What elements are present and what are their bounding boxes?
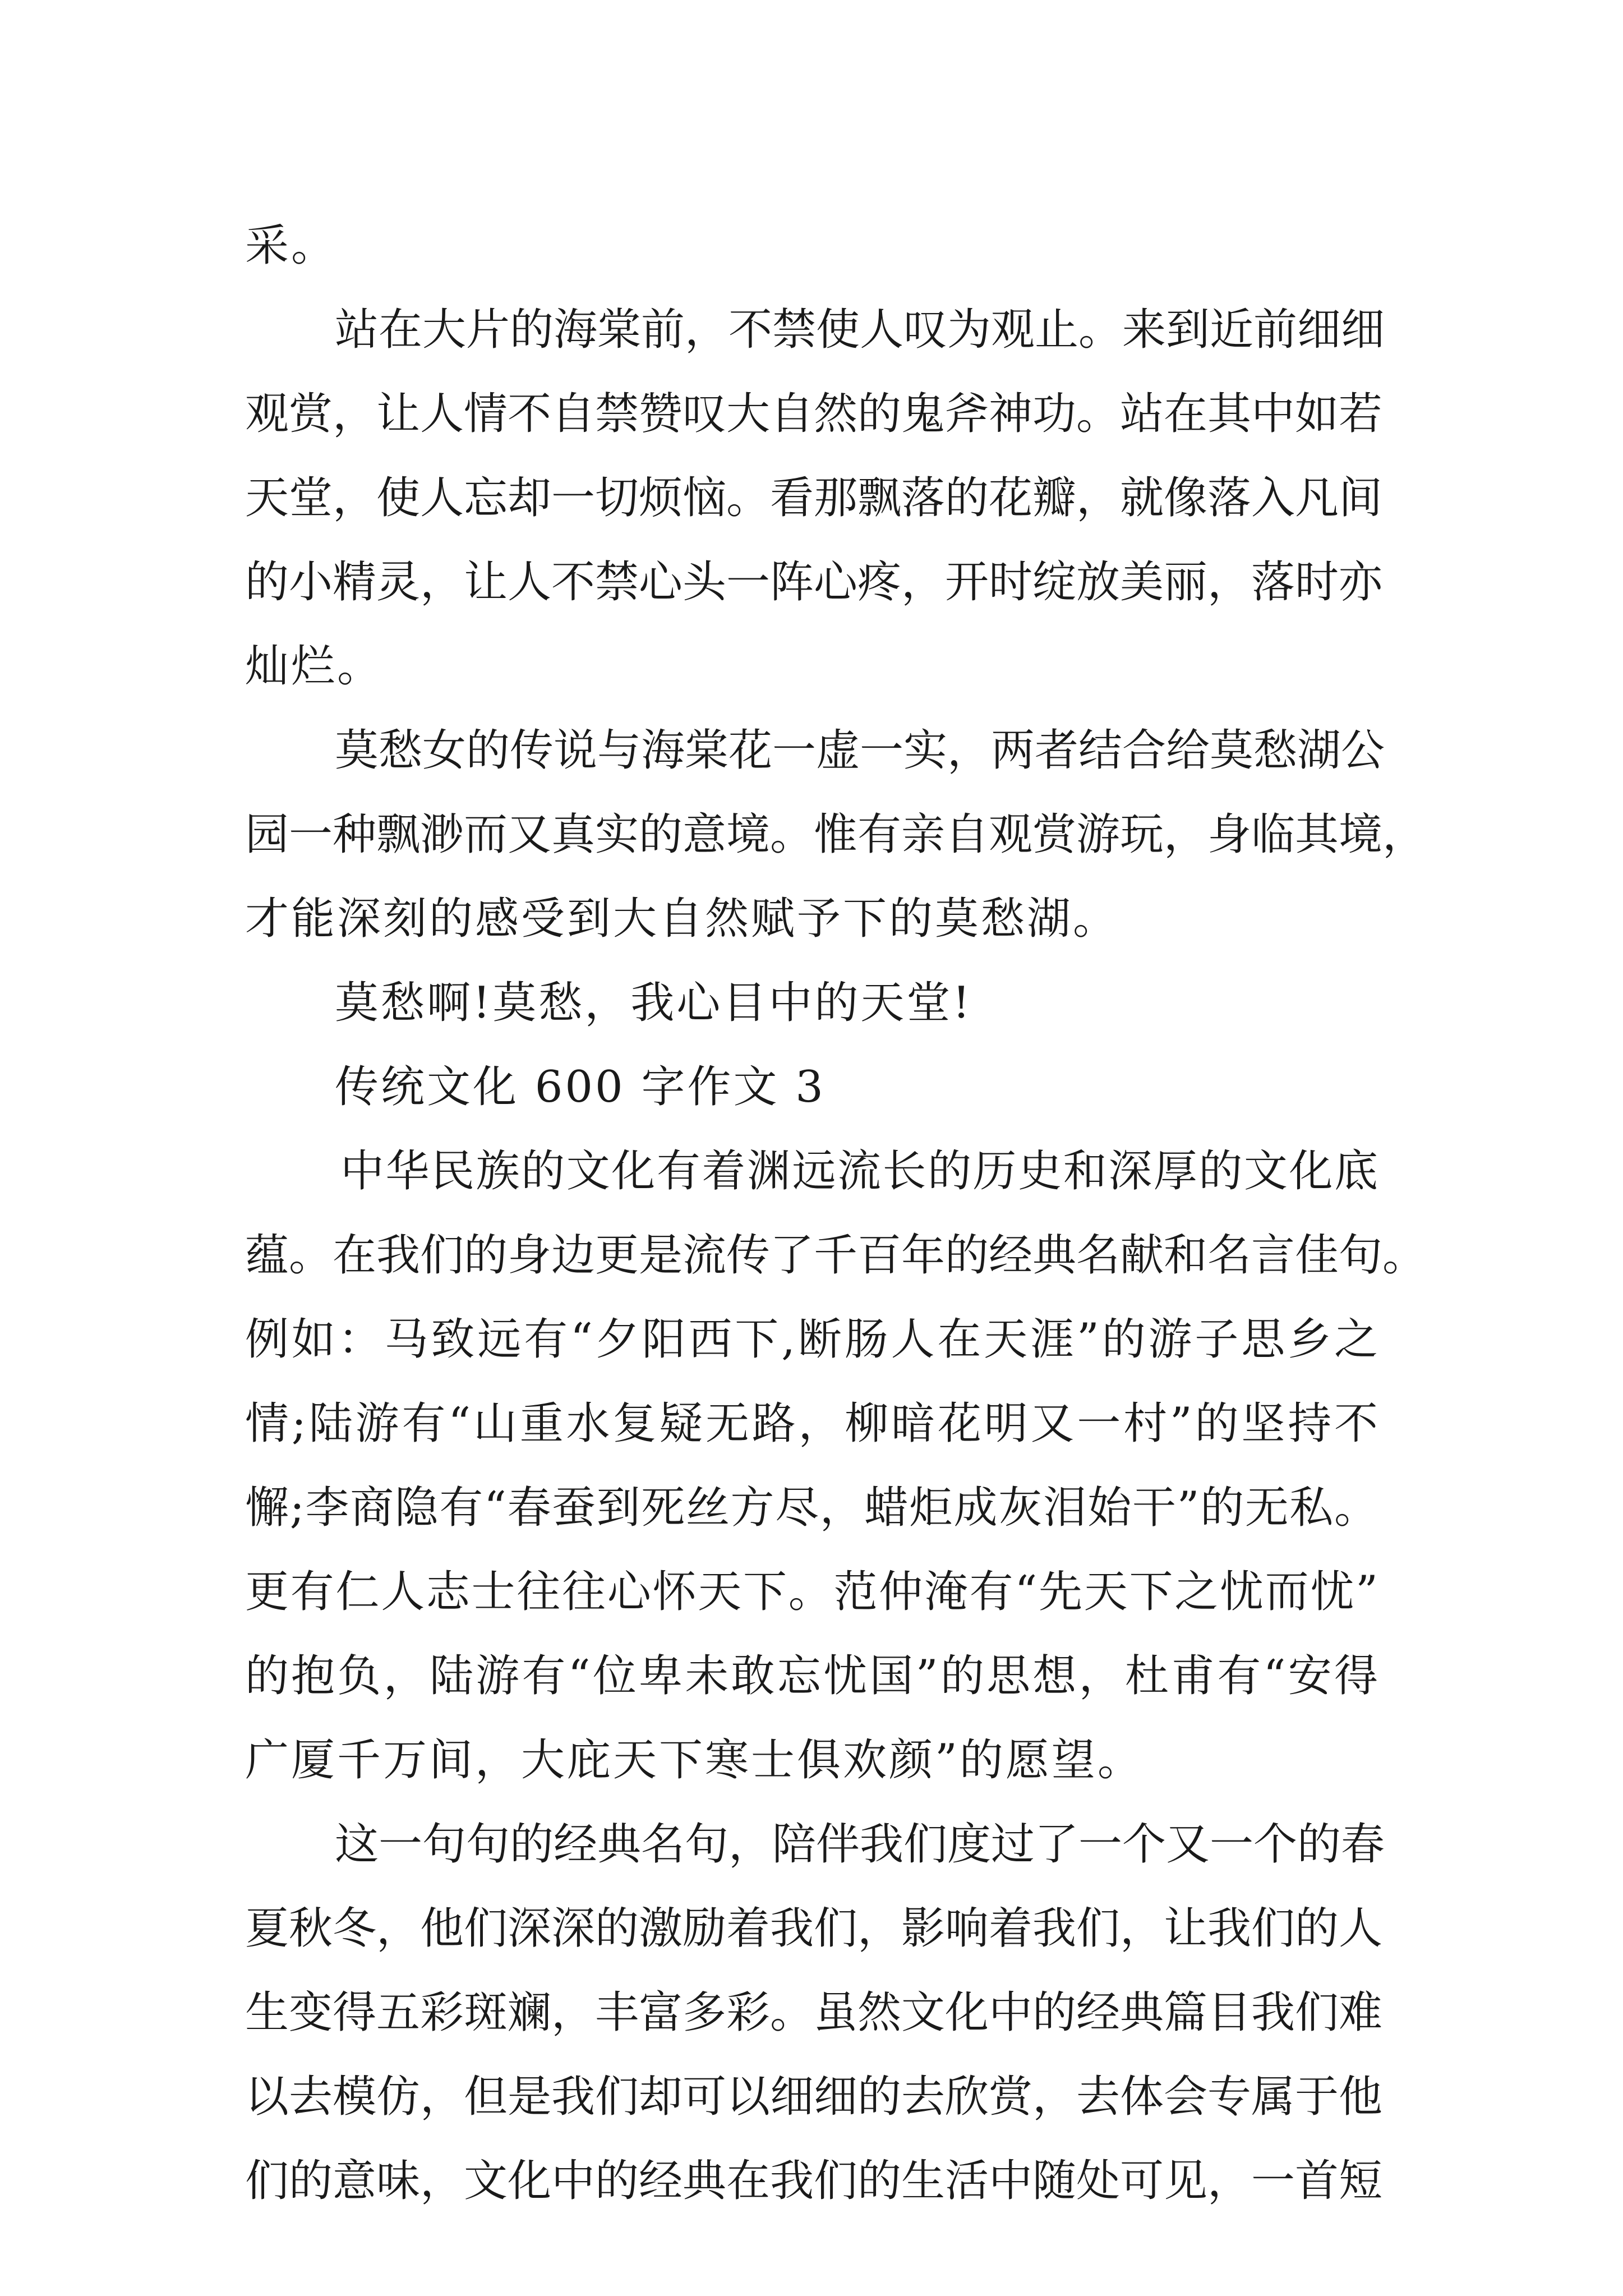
paragraph-start-line: 这一句句的经典名句，陪伴我们度过了一个又一个的春 (335, 1819, 1385, 1870)
text-line: 懈;李商隐有“春蚕到死丝方尽，蜡炬成灰泪始干”的无私。 (245, 1483, 1378, 1533)
paragraph-start-line: 中华民族的文化有着渊远流长的历史和深厚的文化底 (340, 1146, 1378, 1197)
text-line: 广厦千万间，大庇天下寒士俱欢颜”的愿望。 (245, 1735, 1144, 1786)
text-line: 情;陆游有“山重水复疑无路，柳暗花明又一村”的坚持不 (245, 1398, 1378, 1449)
paragraph-start-line: 站在大片的海棠前，不禁使人叹为观止。来到近前细细 (335, 305, 1385, 355)
paragraph-start-line: 莫愁啊!莫愁，我心目中的天堂! (335, 978, 972, 1028)
text-line: 采。 (245, 220, 338, 271)
text-line: 例如：马致远有“夕阳西下,断肠人在天涯”的游子思乡之 (245, 1314, 1378, 1365)
section-heading: 传统文化 600 字作文 3 (335, 1062, 826, 1112)
text-line: 生变得五彩斑斓，丰富多彩。虽然文化中的经典篇目我们难 (245, 1987, 1383, 2038)
text-line: 夏秋冬，他们深深的激励着我们，影响着我们，让我们的人 (245, 1903, 1383, 1954)
text-line: 蕴。在我们的身边更是流传了千百年的经典名献和名言佳句。 (245, 1230, 1427, 1281)
paragraph-start-line: 莫愁女的传说与海棠花一虚一实，两者结合给莫愁湖公 (335, 725, 1385, 776)
text-line: 观赏，让人情不自禁赞叹大自然的鬼斧神功。站在其中如若 (245, 389, 1383, 439)
text-line: 才能深刻的感受到大自然赋予下的莫愁湖。 (245, 894, 1119, 944)
text-line: 们的意味，文化中的经典在我们的生活中随处可见，一首短 (245, 2156, 1383, 2206)
text-line: 灿烂。 (245, 641, 384, 692)
text-line: 的小精灵，让人不禁心头一阵心疼，开时绽放美丽，落时亦 (245, 557, 1383, 608)
text-line: 的抱负，陆游有“位卑未敢忘忧国”的思想，杜甫有“安得 (245, 1651, 1378, 1701)
text-line: 园一种飘渺而又真实的意境。惟有亲自观赏游玩，身临其境， (245, 809, 1427, 860)
text-line: 以去模仿，但是我们却可以细细的去欣赏，去体会专属于他 (245, 2072, 1383, 2122)
text-line: 天堂，使人忘却一切烦恼。看那飘落的花瓣，就像落入凡间 (245, 473, 1383, 523)
text-line: 更有仁人志士往往心怀天下。范仲淹有“先天下之忧而忧” (245, 1567, 1378, 1617)
